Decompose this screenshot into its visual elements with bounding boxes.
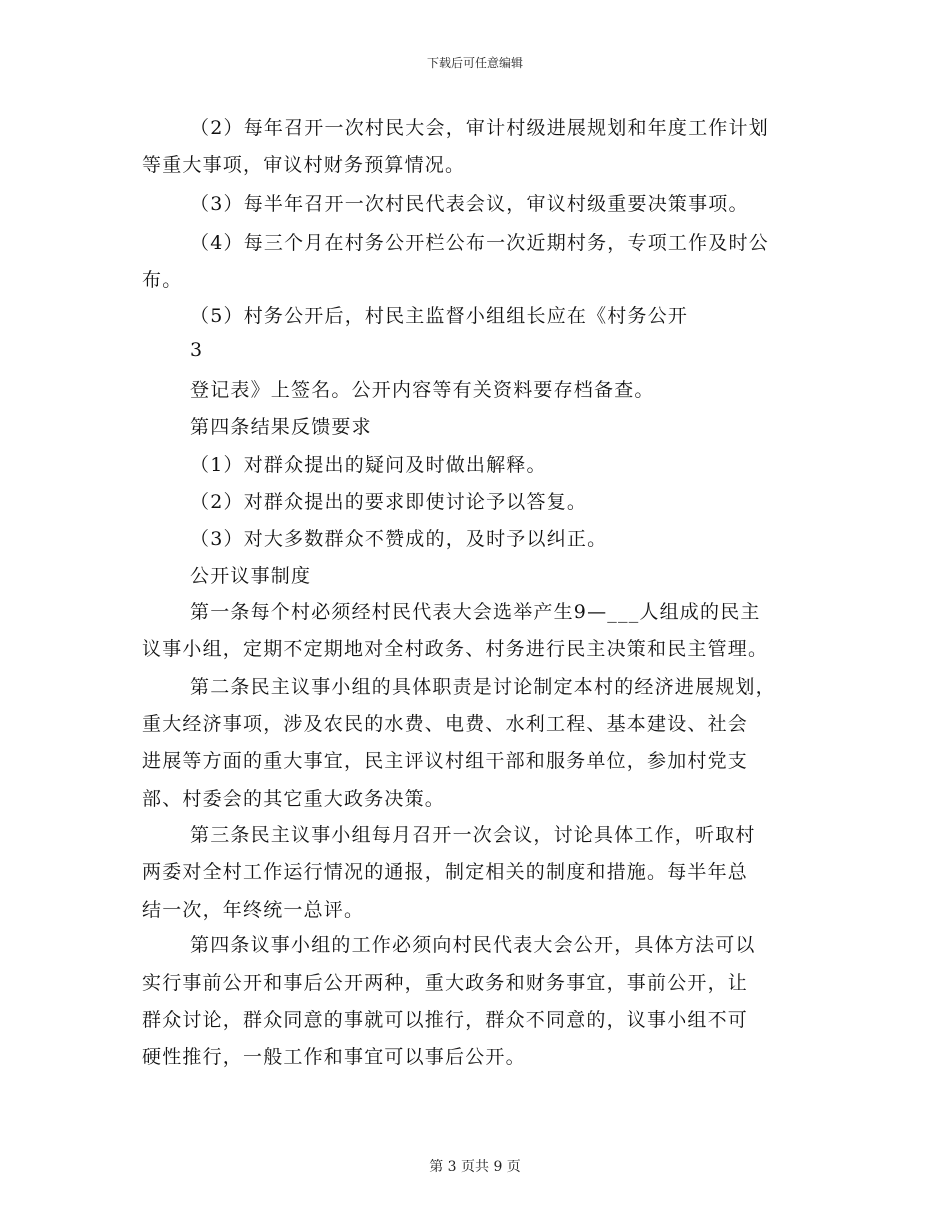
text-line: 第一条每个村必须经村民代表大会选举产生9—___人组成的民主 xyxy=(190,601,761,623)
text-line: 部、村委会的其它重大政务决策。 xyxy=(142,788,446,810)
text-line: 登记表》上签名。公开内容等有关资料要存档备查。 xyxy=(190,379,655,401)
text-line: 第二条民主议事小组的具体职责是讨论制定本村的经济进展规划， xyxy=(190,676,776,698)
text-line: 两委对全村工作运行情况的通报，制定相关的制度和措施。每半年总 xyxy=(142,861,749,883)
text-line: 第三条民主议事小组每月召开一次会议，讨论具体工作，听取村 xyxy=(190,824,756,846)
text-line: 第四条议事小组的工作必须向村民代表大会公开，具体方法可以 xyxy=(190,934,756,956)
text-line: （2）对群众提出的要求即使讨论予以答复。 xyxy=(190,491,588,513)
text-line: 进展等方面的重大事宜，民主评议村组干部和服务单位，参加村党支 xyxy=(142,750,749,772)
text-line: （2）每年召开一次村民大会，审计村级进展规划和年度工作计划 xyxy=(190,117,769,139)
section-heading: 第四条结果反馈要求 xyxy=(190,416,372,438)
text-line: （4）每三个月在村务公开栏公布一次近期村务，专项工作及时公 xyxy=(190,232,769,254)
text-line: 群众讨论，群众同意的事就可以推行，群众不同意的，议事小组不可 xyxy=(142,1009,749,1031)
text-line: 硬性推行，一般工作和事宜可以事后公开。 xyxy=(142,1046,526,1068)
section-heading: 公开议事制度 xyxy=(190,565,312,587)
text-line: 3 xyxy=(190,339,204,361)
text-line: （1）对群众提出的疑问及时做出解释。 xyxy=(190,454,547,476)
text-line: 议事小组，定期不定期地对全村政务、村务进行民主决策和民主管理。 xyxy=(142,638,769,660)
page-footer: 第 3 页共 9 页 xyxy=(429,1159,521,1175)
text-line: 结一次，年终统一总评。 xyxy=(142,899,365,921)
text-line: 等重大事项，审议村财务预算情况。 xyxy=(142,154,466,176)
text-line: （3）对大多数群众不赞成的，及时予以纠正。 xyxy=(190,528,608,550)
page-header: 下载后可任意编辑 xyxy=(426,56,523,70)
text-line: （3）每半年召开一次村民代表会议，审议村级重要决策事项。 xyxy=(190,193,749,215)
text-line: 重大经济事项，涉及农民的水费、电费、水利工程、基本建设、社会 xyxy=(142,713,749,735)
text-line: 实行事前公开和事后公开两种，重大政务和财务事宜，事前公开，让 xyxy=(142,972,749,994)
text-line: （5）村务公开后，村民主监督小组组长应在《村务公开 xyxy=(190,305,689,327)
text-line: 布。 xyxy=(142,269,183,291)
